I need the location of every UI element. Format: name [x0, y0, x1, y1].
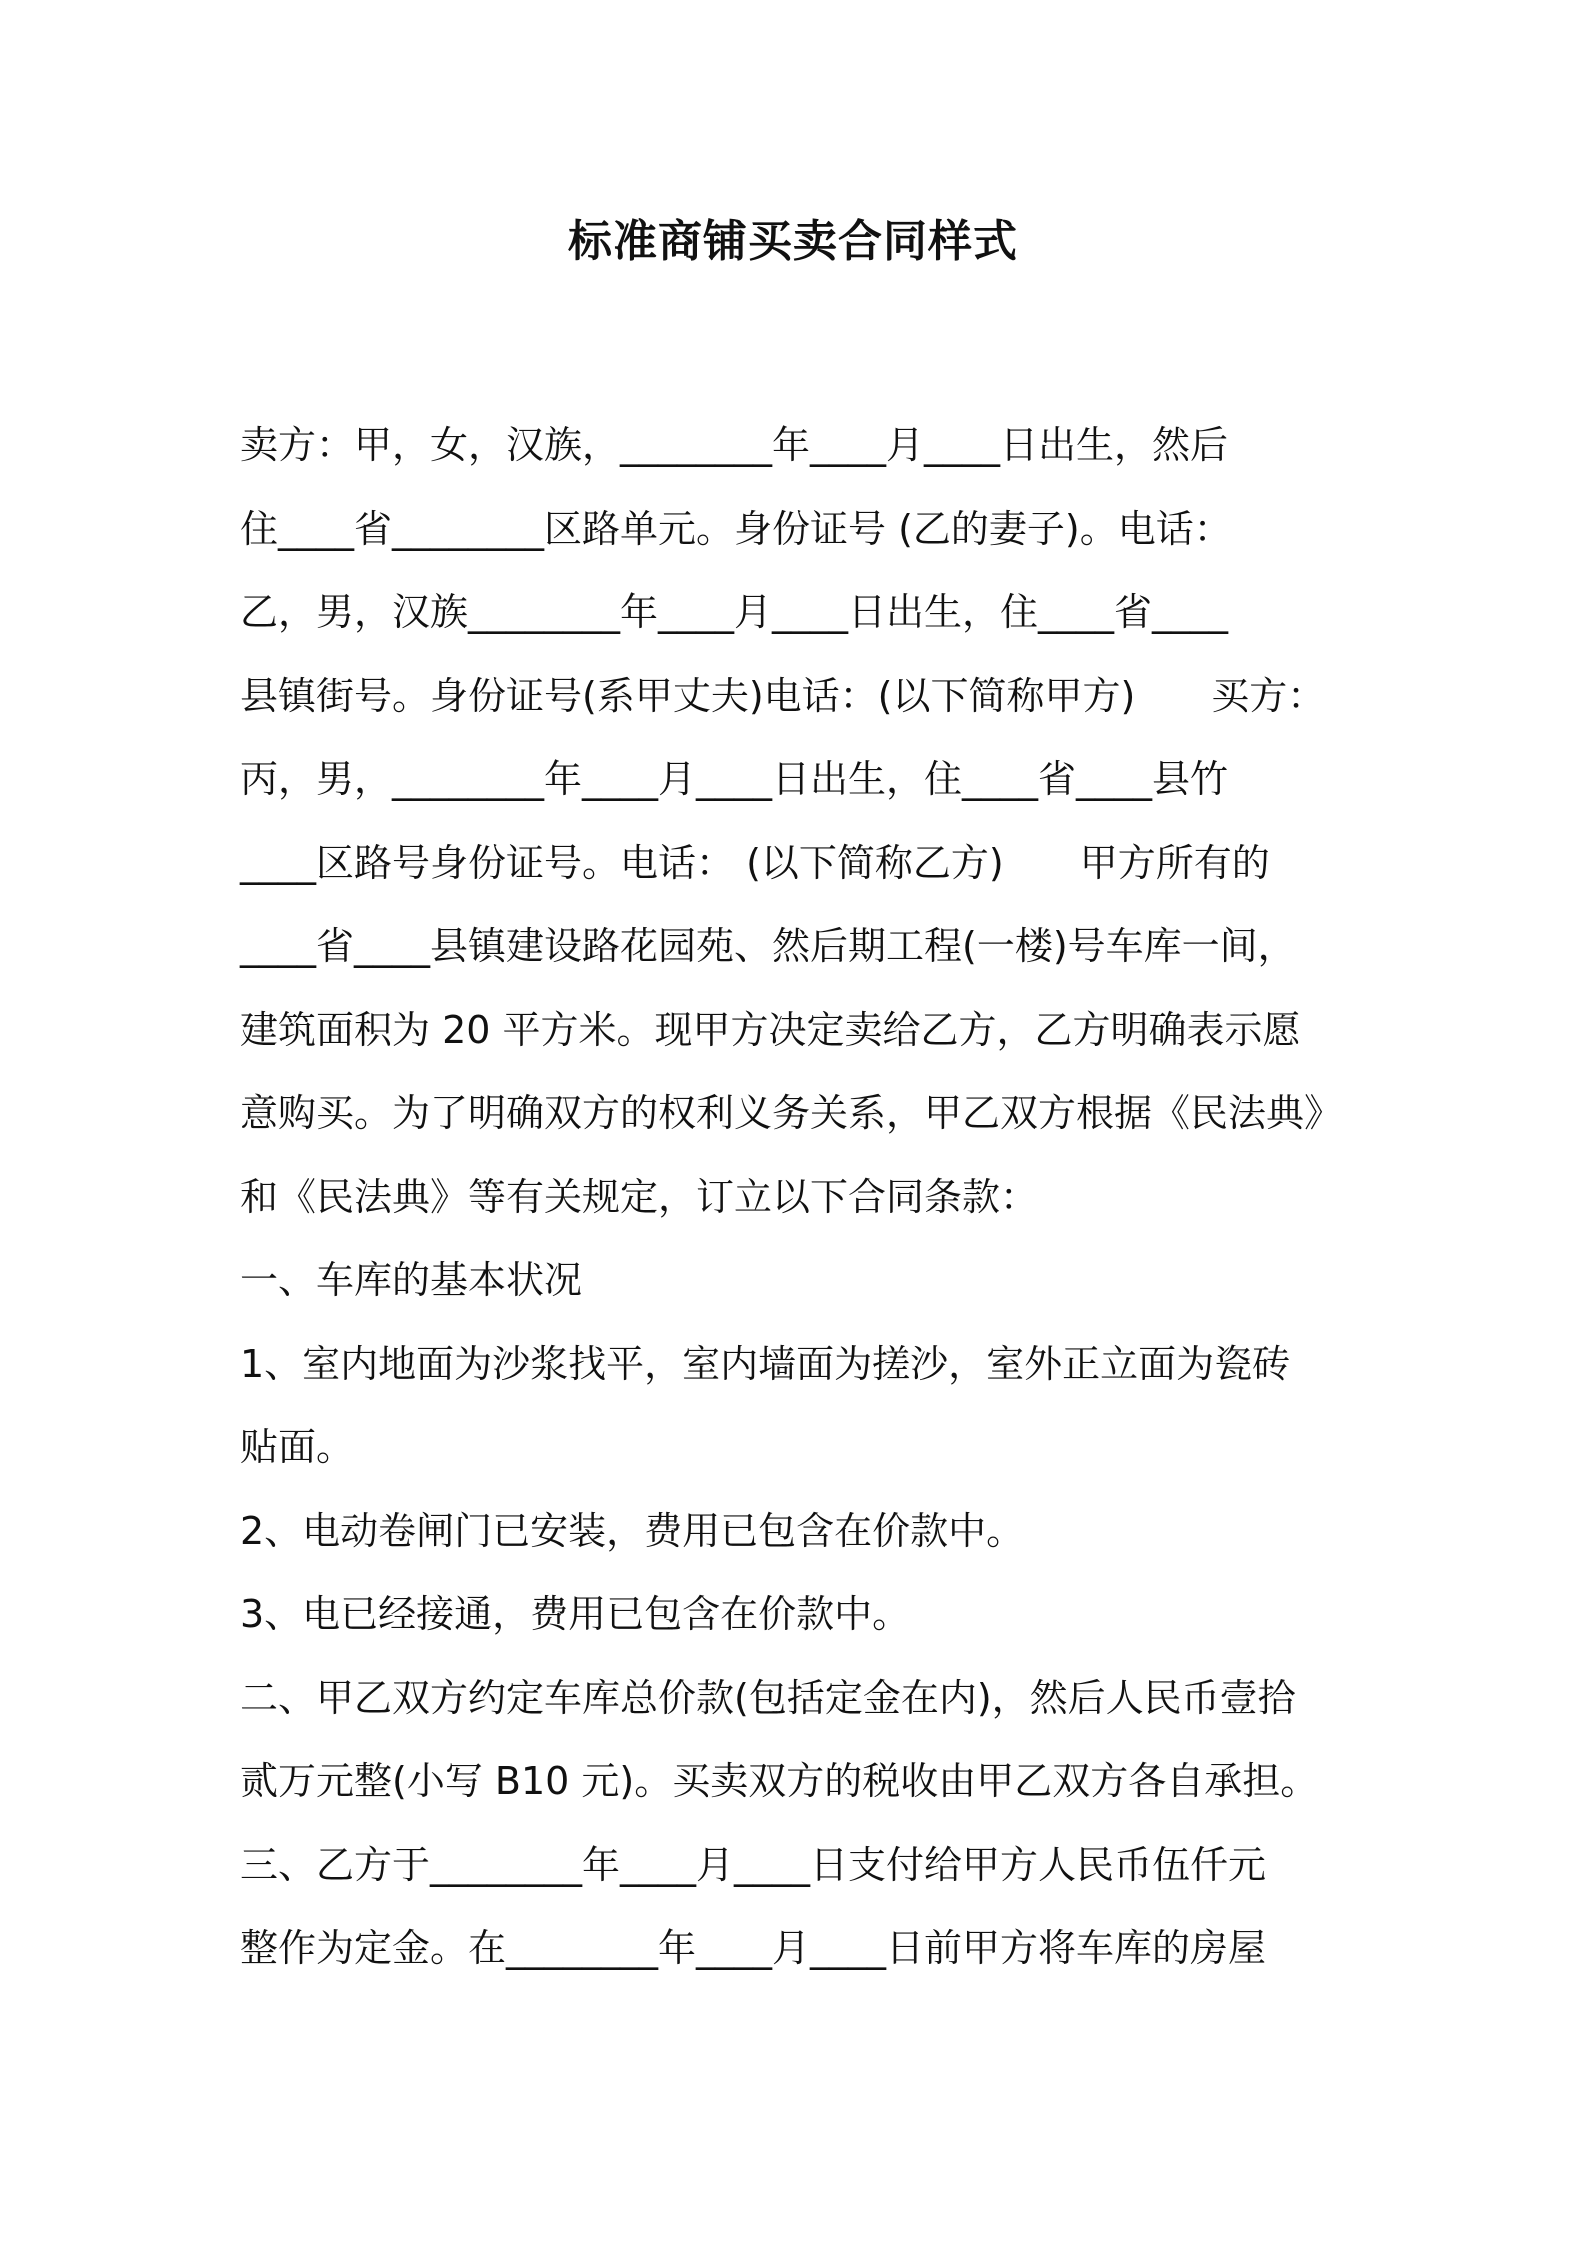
body-line: 整作为定金。在________年____月____日前甲方将车库的房屋 — [240, 1926, 1267, 1970]
body-line: ____区路号身份证号。电话： (以下简称乙方) 甲方所有的 — [240, 840, 1270, 885]
body-line: 1、室内地面为沙浆找平，室内墙面为搓沙，室外正立面为瓷砖 — [240, 1341, 1291, 1386]
body-line: 三、乙方于________年____月____日支付给甲方人民币伍仟元 — [240, 1842, 1267, 1887]
body-line: 乙，男，汉族________年____月____日出生，住____省____ — [240, 590, 1229, 634]
body-line: ____省____县镇建设路花园苑、然后期工程(一楼)号车库一间， — [240, 924, 1296, 968]
document-title: 标准商铺买卖合同样式 — [568, 216, 1018, 267]
body-line: 贰万元整(小写 B10 元)。买卖双方的税收由甲乙双方各自承担。 — [240, 1759, 1319, 1803]
body-line: 贴面。 — [240, 1425, 355, 1469]
body-line: 县镇街号。身份证号(系甲丈夫)电话：(以下简称甲方) 买方： — [240, 673, 1326, 718]
body-line: 和《民法典》等有关规定，订立以下合同条款： — [240, 1174, 1039, 1219]
body-line: 2、电动卷闸门已安装，费用已包含在价款中。 — [240, 1508, 1025, 1553]
body-line: 住____省________区路单元。身份证号 (乙的妻子)。电话： — [240, 506, 1232, 551]
body-line: 意购买。为了明确双方的权利义务关系，甲乙双方根据《民法典》 — [240, 1091, 1343, 1135]
document-body — [240, 404, 1350, 1991]
body-line: 卖方：甲，女，汉族，________年____月____日出生，然后 — [240, 423, 1229, 467]
section-heading: 一、车库的基本状况 — [240, 1258, 583, 1302]
body-line: 二、甲乙双方约定车库总价款(包括定金在内)，然后人民币壹拾 — [240, 1675, 1296, 1720]
body-line: 3、电已经接通，费用已包含在价款中。 — [240, 1592, 911, 1636]
body-line: 建筑面积为 20 平方米。现甲方决定卖给乙方，乙方明确表示愿 — [240, 1007, 1301, 1052]
body-line: 丙，男，________年____月____日出生，住____省____县竹 — [240, 757, 1229, 801]
